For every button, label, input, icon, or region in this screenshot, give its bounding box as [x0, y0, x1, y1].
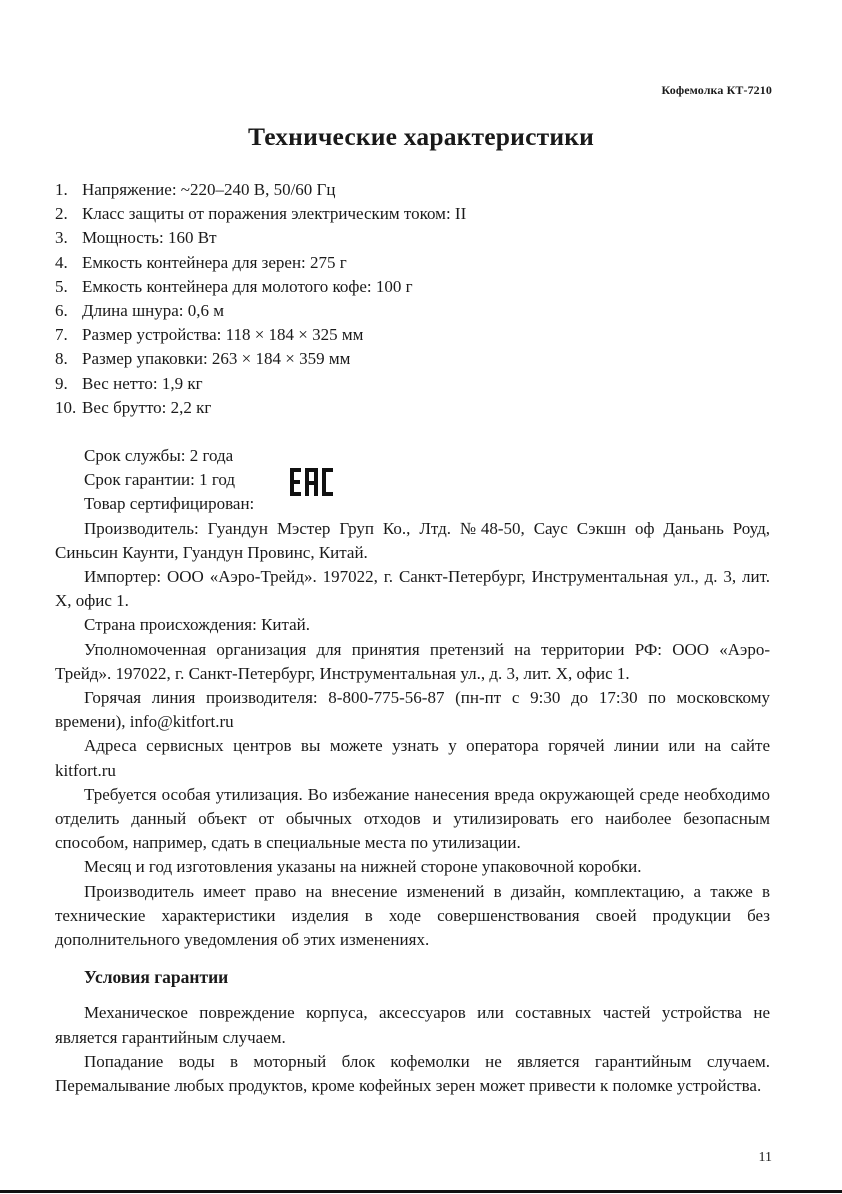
spec-item — [55, 396, 775, 420]
spec-text: Вес брутто: 2,2 кг — [82, 397, 212, 417]
disposal-info: Требуется особая утилизация. Во избежание нанесения вреда окружающей среде необходимо отделить данный объект от обычных отходов и утилизировать его наиболее безопасным способом, например, сдать в специальные места по утилизации. — [55, 784, 770, 853]
warranty-period: Срок гарантии: 1 год — [84, 470, 236, 490]
header-product-name: Кофемолка КТ-7210 — [661, 83, 772, 97]
spec-number: 2. — [55, 204, 68, 224]
spec-item — [55, 275, 775, 299]
hotline-info: Горячая линия производителя: 8-800-775-56-87 (пн-пт с 9:30 до 17:30 по московскому времени), info@kitfort.ru — [55, 688, 770, 732]
spec-number: 4. — [55, 252, 68, 272]
info-section — [55, 444, 770, 1098]
changes-disclaimer: Производитель имеет право на внесение изменений в дизайн, комплектацию, а также в технические характеристики изделия в ходе совершенствования своей продукции без дополнительного уведомления об этих изменениях. — [55, 881, 770, 950]
spec-text: Напряжение: ~220–240 В, 50/60 Гц — [82, 180, 336, 199]
spec-number: 9. — [55, 373, 68, 393]
manufacture-date-info: Месяц и год изготовления указаны на нижней стороне упаковочной коробки. — [84, 857, 642, 877]
country-of-origin: Страна происхождения: Китай. — [84, 615, 311, 635]
page-bottom-rule — [0, 1190, 842, 1193]
spec-text: Вес нетто: 1,9 кг — [82, 373, 203, 393]
warranty-conditions-heading: Условия гарантии — [84, 967, 229, 988]
spec-text: Размер упаковки: 263 × 184 × 359 мм — [82, 349, 351, 369]
warranty-paragraph: Механическое повреждение корпуса, аксессуаров или составных частей устройства не является гарантийным случаем. — [55, 1003, 770, 1047]
spec-item — [55, 251, 775, 275]
spec-text: Длина шнура: 0,6 м — [82, 301, 225, 321]
importer-info: Импортер: ООО «Аэро-Трейд». 197022, г. Санкт-Петербург, Инструментальная ул., д. 3, лит. Х, офис 1. — [55, 567, 770, 611]
page-number: 11 — [758, 1150, 772, 1165]
spec-number: 1. — [55, 180, 68, 199]
spec-number: 3. — [55, 228, 68, 248]
spec-item — [55, 372, 775, 396]
spec-number: 8. — [55, 349, 68, 369]
spec-text: Класс защиты от поражения электрическим током: II — [82, 204, 467, 224]
spec-item — [55, 299, 775, 323]
spec-number: 5. — [55, 276, 68, 296]
page-title: Технические характеристики — [247, 122, 594, 151]
spec-text: Мощность: 160 Вт — [82, 228, 217, 248]
spec-item — [55, 178, 775, 202]
certified-label: Товар сертифицирован: — [84, 494, 255, 514]
spec-text: Емкость контейнера для зерен: 275 г — [82, 252, 347, 272]
spec-text: Размер устройства: 118 × 184 × 325 мм — [82, 325, 364, 345]
service-centers-info: Адреса сервисных центров вы можете узнать у оператора горячей линии или на сайте kitfort.ru — [55, 736, 770, 780]
warranty-paragraph: Попадание воды в моторный блок кофемолки не является гарантийным случаем. Перемалывание любых продуктов, кроме кофейных зерен может привести к поломке устройства. — [55, 1051, 770, 1096]
spec-text: Емкость контейнера для молотого кофе: 100 г — [82, 276, 413, 296]
certified-line — [55, 492, 770, 516]
spec-item — [55, 323, 775, 347]
service-life: Срок службы: 2 года — [84, 446, 234, 465]
spec-number: 7. — [55, 325, 68, 345]
authorized-organization: Уполномоченная организация для принятия претензий на территории РФ: ООО «Аэро-Трейд». 197022, г. Санкт-Петербург, Инструментальная ул., д. 3, лит. Х, офис 1. — [55, 639, 770, 683]
spec-item — [55, 226, 775, 250]
eac-certification-icon — [288, 465, 336, 499]
spec-item — [55, 347, 775, 371]
spec-number: 10. — [55, 397, 77, 417]
spec-list — [55, 178, 775, 420]
manufacturer-info: Производитель: Гуандун Мэстер Груп Ко., Лтд. №48-50, Саус Сэкшн оф Даньань Роуд, Синьсин Каунти, Гуандун Провинс, Китай. — [55, 518, 770, 562]
spec-number: 6. — [55, 301, 68, 321]
spec-item — [55, 202, 775, 226]
